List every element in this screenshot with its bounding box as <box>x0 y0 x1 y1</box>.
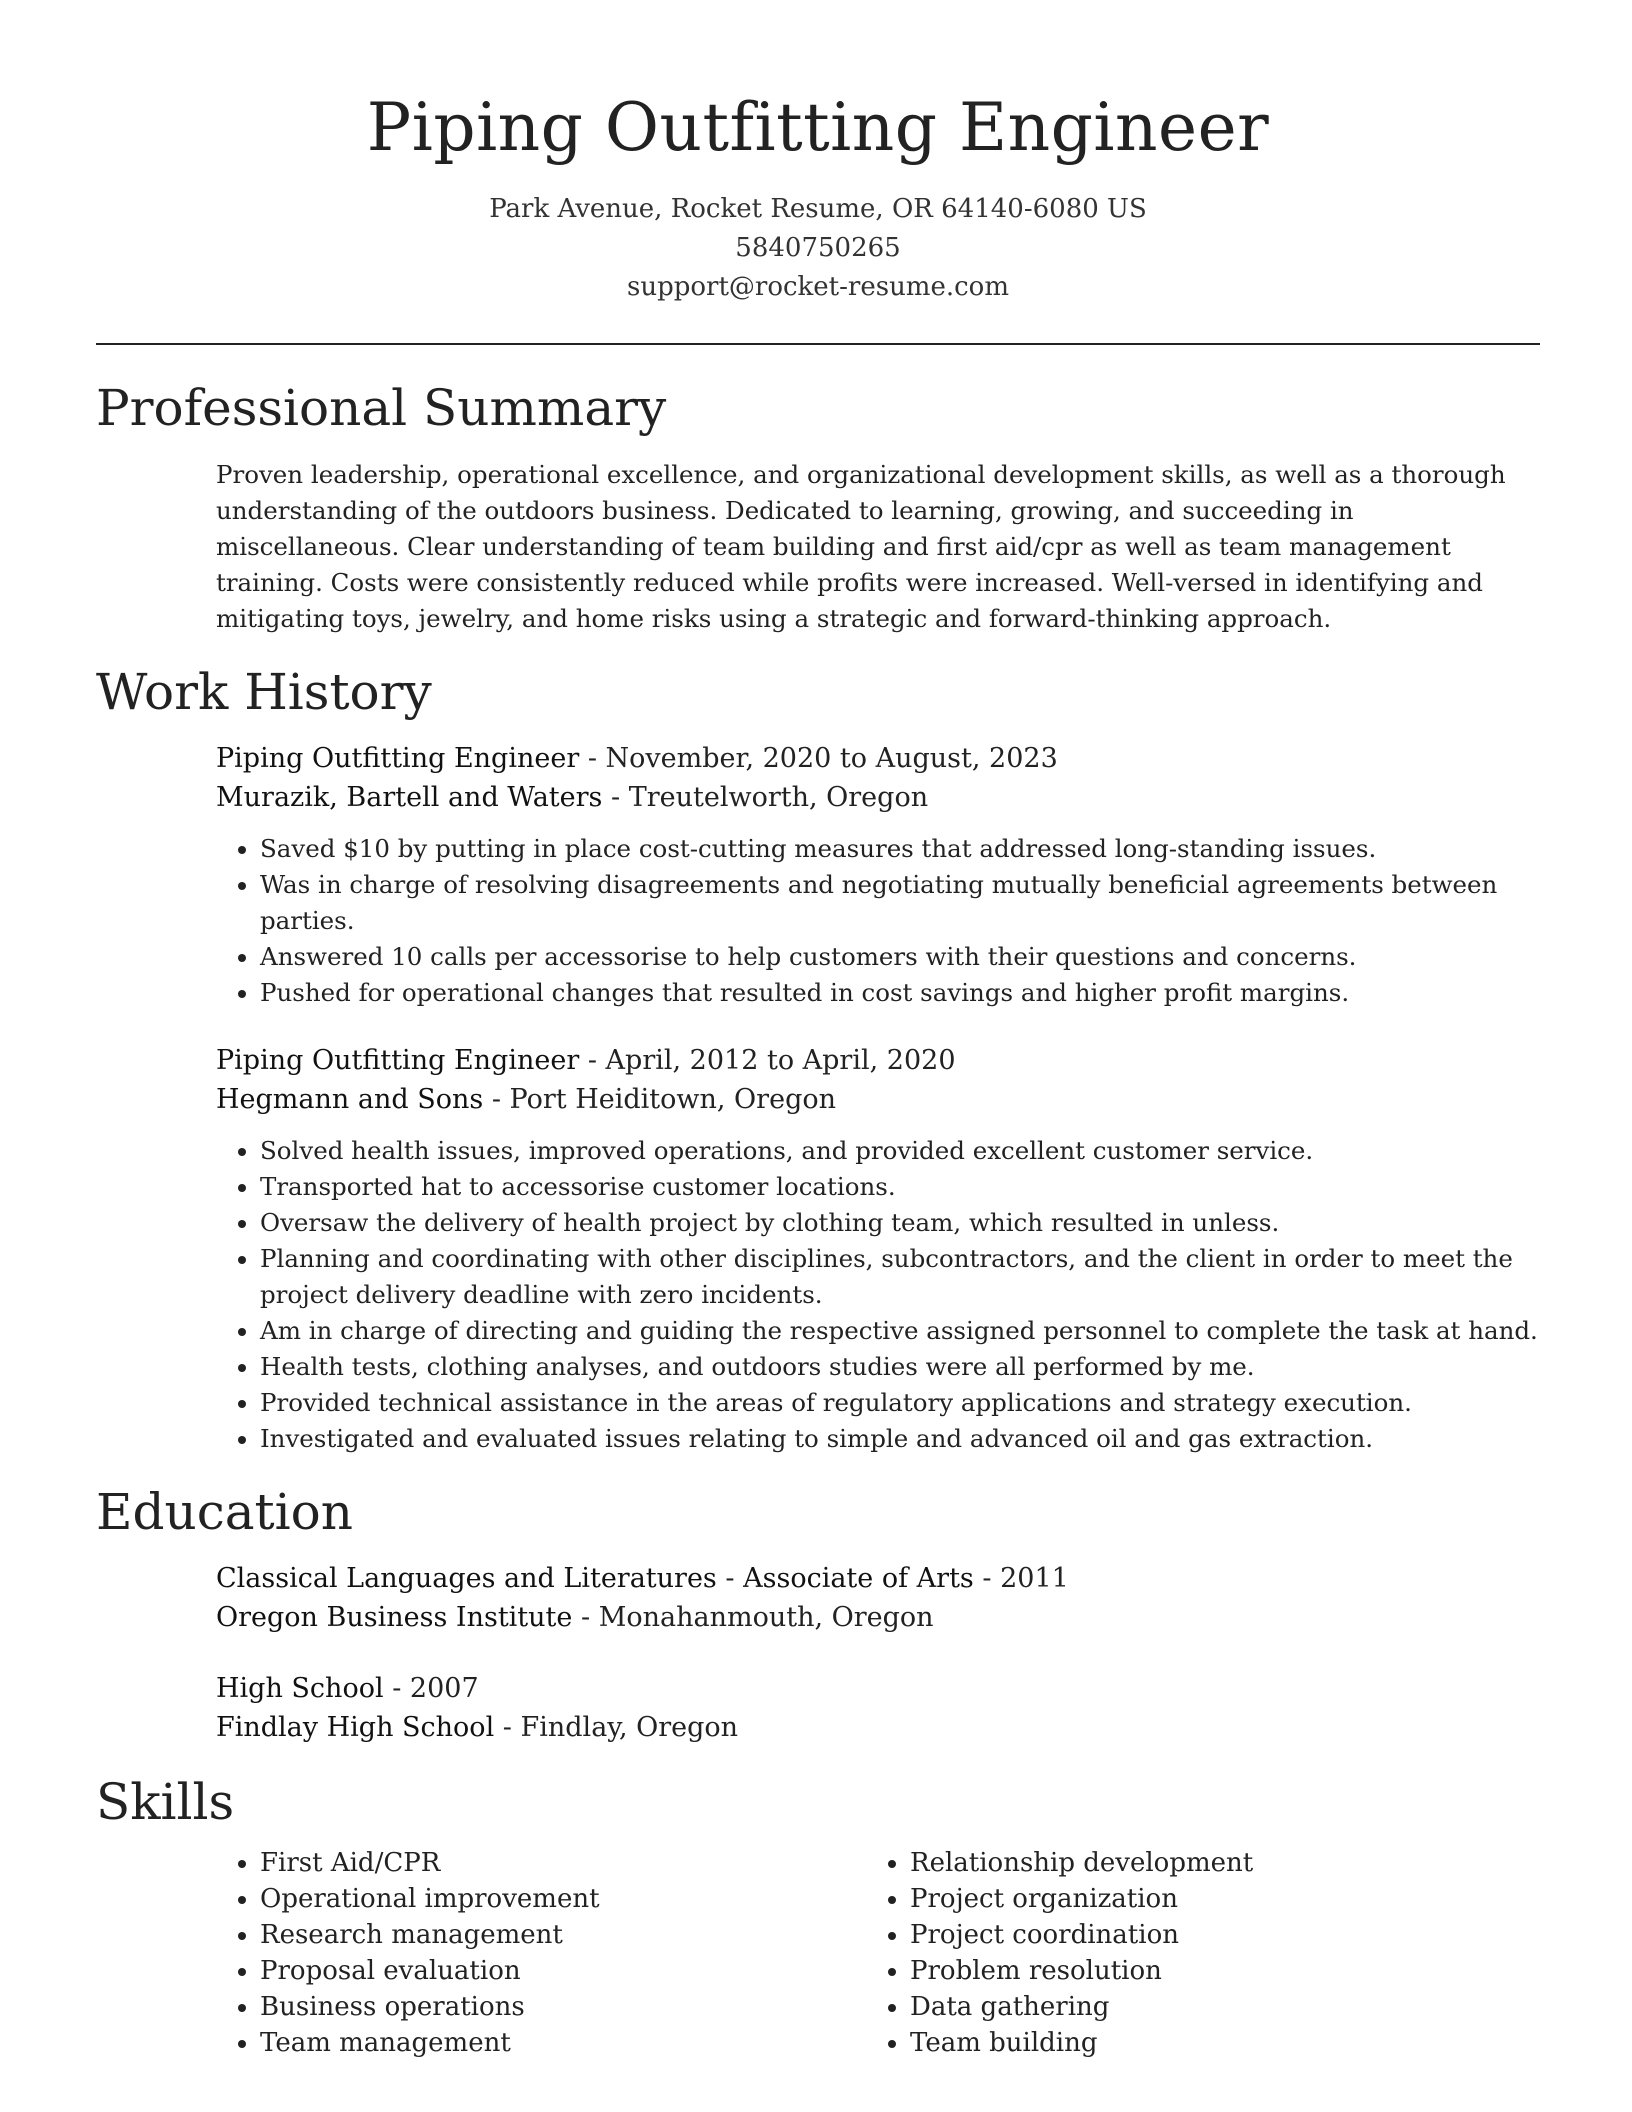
job-bullet: • Am in charge of directing and guiding the respective assigned personnel to complete the task at hand. <box>260 1313 1540 1349</box>
education-degree-line <box>216 1669 1540 1708</box>
job-entry <box>216 739 1540 1011</box>
header-divider <box>96 343 1540 345</box>
education-section <box>96 1479 1540 1747</box>
skill-item: • First Aid/CPR <box>260 1845 866 1881</box>
education-school-line <box>216 1598 1540 1637</box>
skills-heading: Skills <box>96 1773 235 1831</box>
skill-item: • Team building <box>910 2025 1516 2061</box>
job-company-line <box>216 778 1540 817</box>
job-bullet: • Was in charge of resolving disagreements and negotiating mutually beneficial agreements between parties. <box>260 867 1540 939</box>
job-bullet: • Saved $10 by putting in place cost-cutting measures that addressed long-standing issues. <box>260 831 1540 867</box>
separator: - <box>725 1563 744 1594</box>
job-bullet: • Health tests, clothing analyses, and outdoors studies were all performed by me. <box>260 1349 1540 1385</box>
job-bullets <box>216 1133 1540 1457</box>
education-field: Classical Languages and Literatures <box>216 1563 717 1594</box>
skill-item: • Business operations <box>260 1989 866 2025</box>
education-entry <box>216 1559 1540 1637</box>
separator: - <box>611 782 629 813</box>
job-bullets <box>216 831 1540 1011</box>
job-bullet: • Provided technical assistance in the areas of regulatory applications and strategy execution. <box>260 1385 1540 1421</box>
resume-page <box>96 0 1540 2061</box>
education-degree: Associate of Arts <box>743 1563 974 1594</box>
job-bullet: • Pushed for operational changes that resulted in cost savings and higher profit margins. <box>260 975 1540 1011</box>
separator: - <box>392 1673 410 1704</box>
work-history-heading: Work History <box>96 663 432 721</box>
contact-address: Park Avenue, Rocket Resume, OR 64140-6080 US <box>489 194 1147 224</box>
job-location: Port Heiditown, Oregon <box>509 1084 836 1115</box>
skill-item: • Team management <box>260 2025 866 2061</box>
job-title-line <box>216 739 1540 778</box>
skill-item: • Project organization <box>910 1881 1516 1917</box>
job-bullet: • Transported hat to accessorise customer locations. <box>260 1169 1540 1205</box>
skills-section <box>96 1769 1540 2061</box>
education-year: 2007 <box>409 1673 479 1704</box>
separator: - <box>580 1602 599 1633</box>
job-bullet: • Oversaw the delivery of health project by clothing team, which resulted in unless. <box>260 1205 1540 1241</box>
skills-column-right <box>866 1845 1516 2061</box>
job-title: Piping Outfitting Engineer <box>216 1045 580 1076</box>
skills-list-right <box>866 1845 1516 2061</box>
summary-text: Proven leadership, operational excellence, and organizational development skills, as well as a thorough understanding of the outdoors business. Dedicated to learning, growing, and succeeding in miscellaneous. Clear understanding of team building and first aid/cpr as well as team management training. Costs were consistently reduced while profits were increased. Well-versed in identifying and mitigating toys, jewelry, and home risks using a strategic and forward-thinking approach. <box>216 460 1506 633</box>
job-title: Piping Outfitting Engineer <box>216 743 580 774</box>
education-school: Oregon Business Institute <box>216 1602 573 1633</box>
contact-info <box>96 190 1540 307</box>
job-company: Murazik, Bartell and Waters <box>216 782 603 813</box>
skill-item: • Operational improvement <box>260 1881 866 1917</box>
job-bullet: • Solved health issues, improved operations, and provided excellent customer service. <box>260 1133 1540 1169</box>
separator: - <box>491 1084 510 1115</box>
job-bullet: • Planning and coordinating with other disciplines, subcontractors, and the client in order to meet the project delivery deadline with zero incidents. <box>260 1241 1540 1313</box>
job-bullet: • Answered 10 calls per accessorise to help customers with their questions and concerns. <box>260 939 1540 975</box>
job-company-line <box>216 1080 1540 1119</box>
summary-heading: Professional Summary <box>96 379 667 437</box>
education-school: Findlay High School <box>216 1712 495 1743</box>
separator: - <box>587 1045 606 1076</box>
job-bullet: • Investigated and evaluated issues relating to simple and advanced oil and gas extraction. <box>260 1421 1540 1457</box>
resume-header <box>96 0 1540 307</box>
separator: - <box>502 1712 521 1743</box>
education-heading: Education <box>96 1483 353 1541</box>
skill-item: • Project coordination <box>910 1917 1516 1953</box>
education-degree-line <box>216 1559 1540 1598</box>
skills-list-left <box>216 1845 866 2061</box>
skill-item: • Problem resolution <box>910 1953 1516 1989</box>
education-entry <box>216 1669 1540 1747</box>
skill-item: • Data gathering <box>910 1989 1516 2025</box>
skills-columns <box>216 1845 1540 2061</box>
job-dates: April, 2012 to April, 2020 <box>605 1045 956 1076</box>
education-location: Monahanmouth, Oregon <box>598 1602 934 1633</box>
job-entry <box>216 1041 1540 1457</box>
work-history-section <box>96 659 1540 1457</box>
education-year: 2011 <box>1000 1563 1069 1594</box>
contact-email: support@rocket-resume.com <box>626 272 1009 302</box>
job-company: Hegmann and Sons <box>216 1084 484 1115</box>
separator: - <box>587 743 606 774</box>
education-location: Findlay, Oregon <box>520 1712 739 1743</box>
skill-item: • Proposal evaluation <box>260 1953 866 1989</box>
skill-item: • Relationship development <box>910 1845 1516 1881</box>
resume-name: Piping Outfitting Engineer <box>366 89 1270 166</box>
education-school-line <box>216 1708 1540 1747</box>
separator: - <box>982 1563 1001 1594</box>
education-field: High School <box>216 1673 384 1704</box>
job-dates: November, 2020 to August, 2023 <box>605 743 1058 774</box>
summary-section <box>96 375 1540 637</box>
skills-column-left <box>216 1845 866 2061</box>
contact-phone: 5840750265 <box>735 233 901 263</box>
job-location: Treutelworth, Oregon <box>628 782 929 813</box>
job-title-line <box>216 1041 1540 1080</box>
skill-item: • Research management <box>260 1917 866 1953</box>
